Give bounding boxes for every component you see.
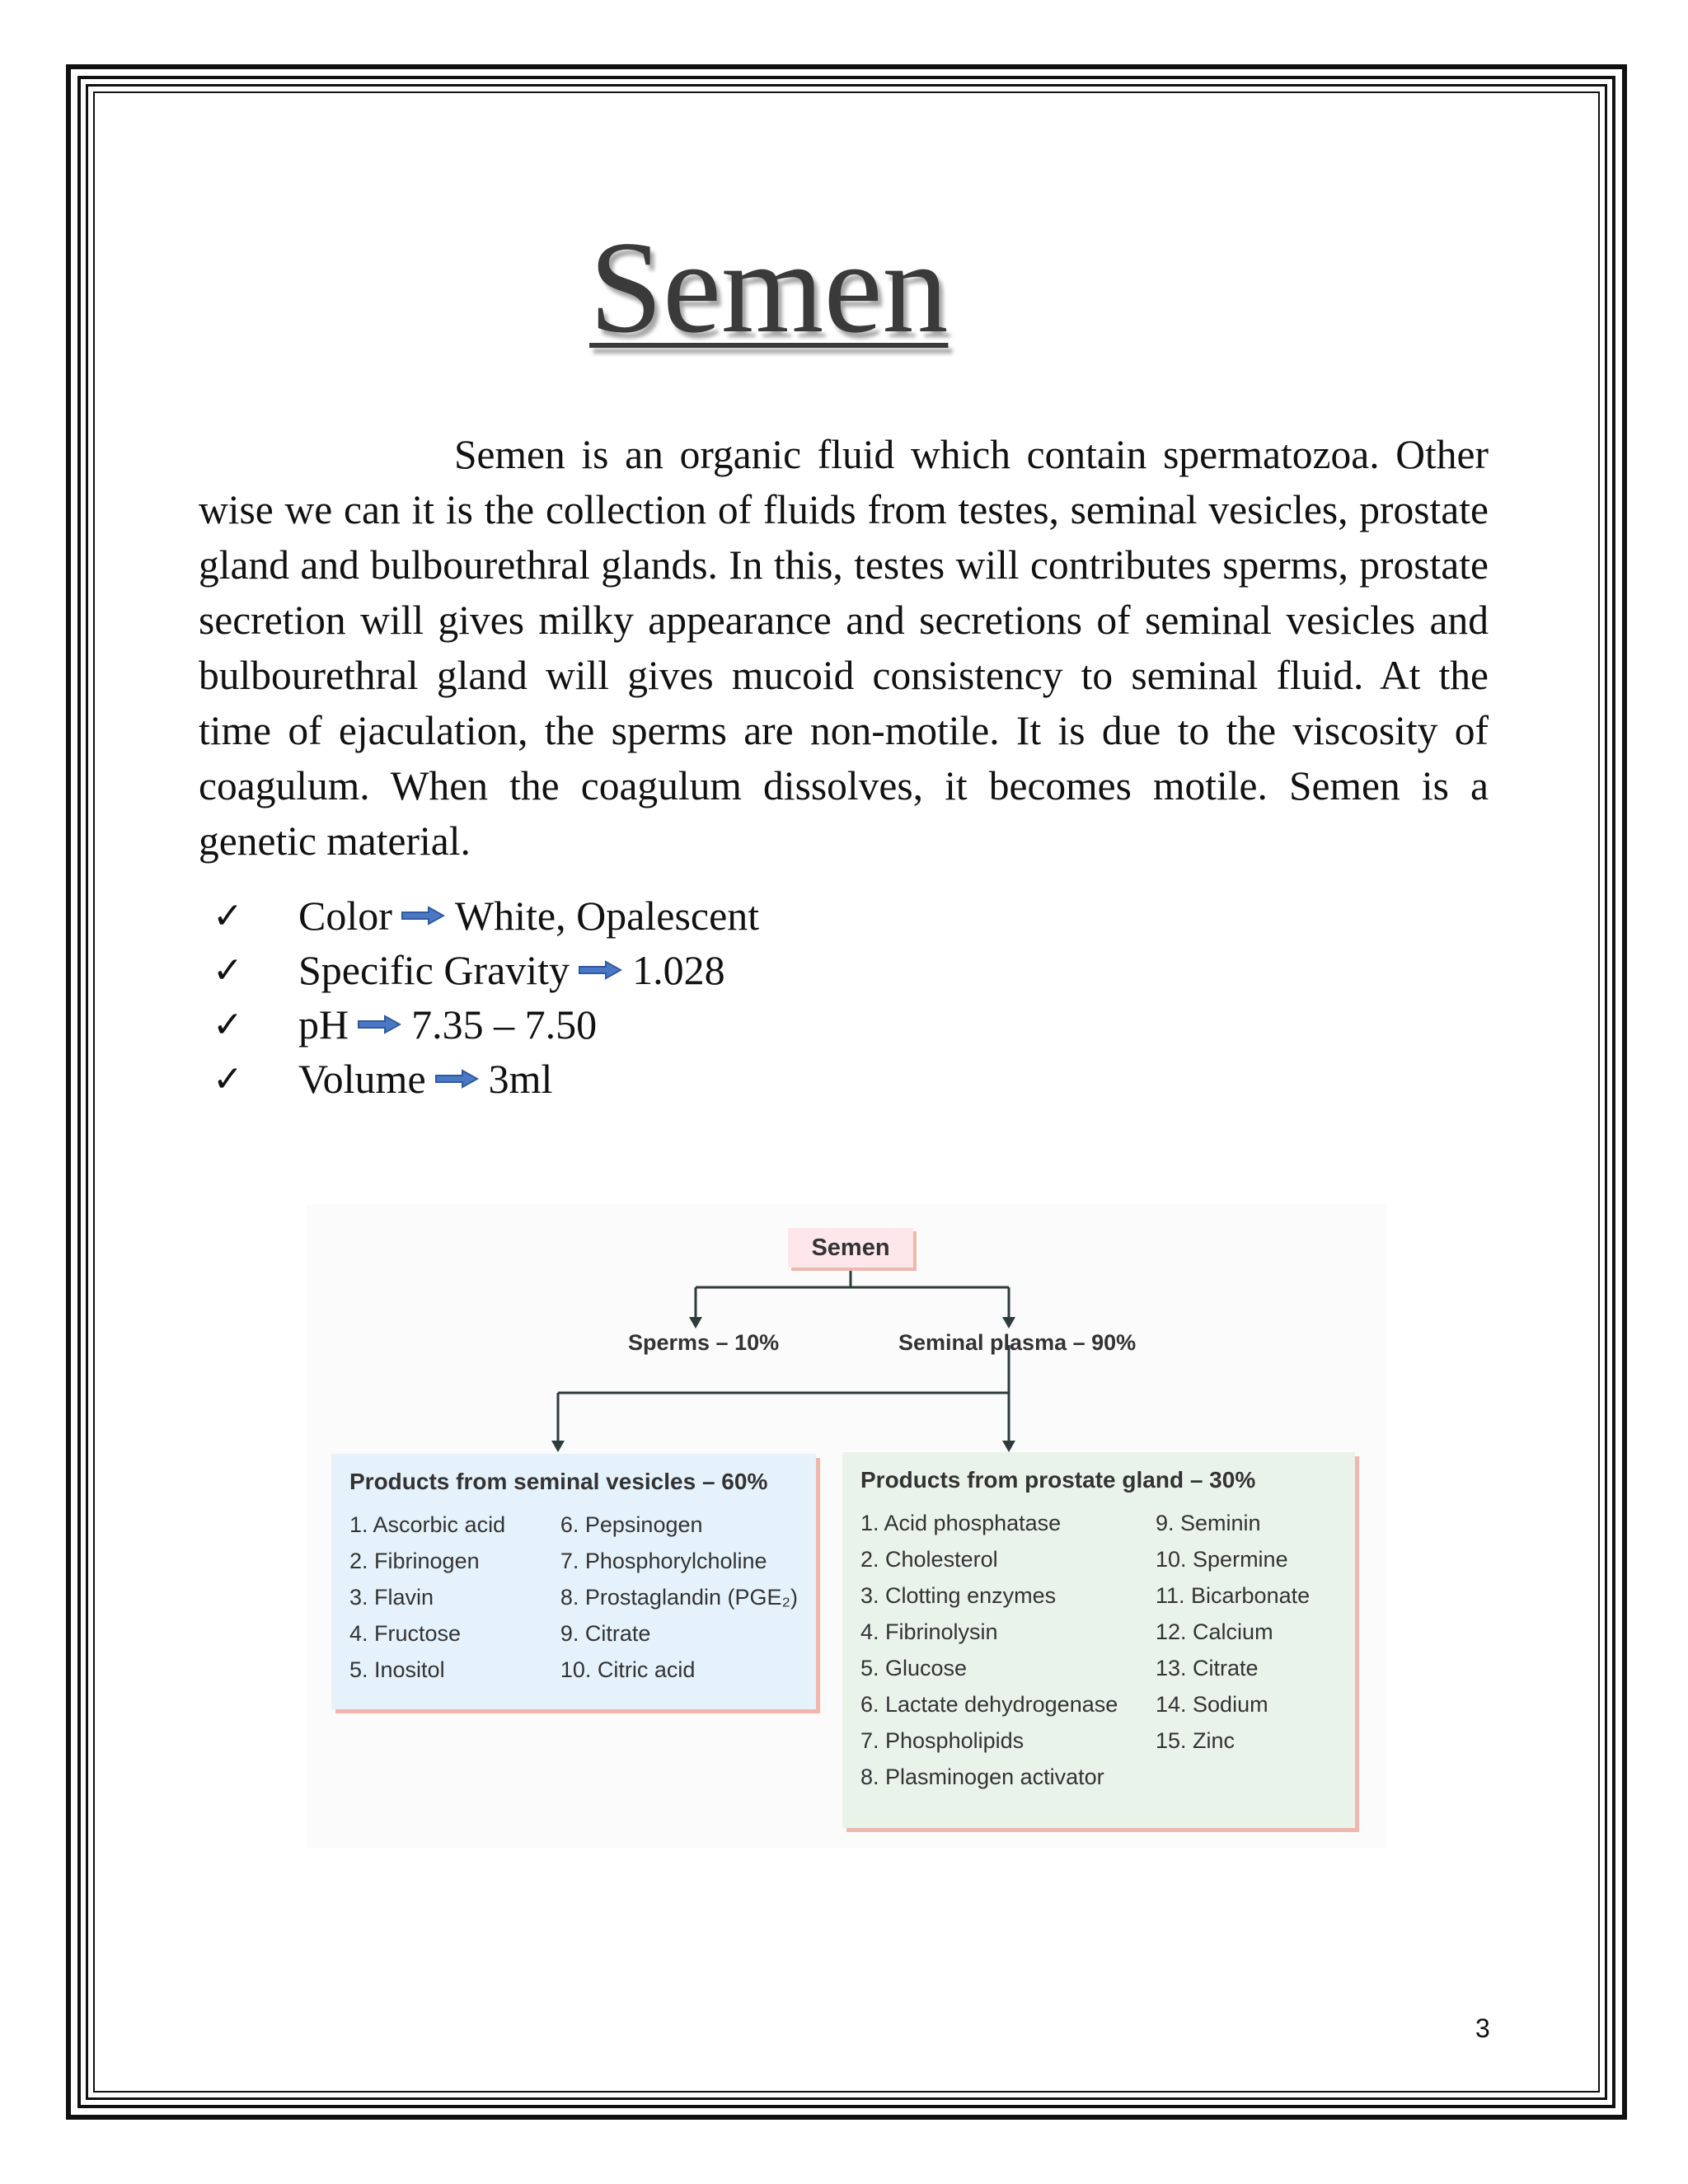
- property-label: Color: [298, 893, 392, 939]
- list-item: 3. Clotting enzymes: [860, 1583, 1057, 1608]
- list-item: 10. Citric acid: [560, 1657, 696, 1682]
- property-item: [213, 997, 759, 1052]
- list-item: 9. Citrate: [560, 1621, 651, 1646]
- list-item: 7. Phospholipids: [860, 1728, 1025, 1753]
- checkmark-icon: ✓: [213, 1003, 243, 1046]
- right-arrow-icon: [434, 1069, 479, 1089]
- property-label: Specific Gravity: [298, 947, 570, 993]
- list-item: 5. Inositol: [349, 1657, 445, 1682]
- page-number: 3: [1475, 2013, 1490, 2043]
- intro-paragraph: Semen is an organic fluid which contain spermatozoa. Other wise we can it is the collection of fluids from testes, seminal vesicles, prostate gland and bulbourethral glands. In this, testes will contributes sperms, prostate secretion will gives milky appearance and secretions of seminal vesicles and bulbourethral gland will gives mucoid consistency to seminal fluid. At the time of ejaculation, the sperms are non-motile. It is due to the viscosity of coagulum. When the coagulum dissolves, it becomes motile. Semen is a genetic material.: [199, 432, 1489, 864]
- list-item: 4. Fructose: [349, 1621, 462, 1646]
- properties-list: [213, 888, 759, 1106]
- list-item: 2. Fibrinogen: [349, 1549, 480, 1573]
- prostate-gland-box: [842, 1452, 1355, 1828]
- property-value: White, Opalescent: [454, 893, 760, 939]
- checkmark-icon: ✓: [213, 1057, 243, 1100]
- list-item: 13. Citrate: [1156, 1656, 1259, 1680]
- list-item: 5. Glucose: [860, 1656, 968, 1680]
- seminal-vesicles-heading: Products from seminal vesicles – 60%: [349, 1469, 768, 1494]
- list-item: 1. Ascorbic acid: [349, 1512, 506, 1537]
- page-title: Semen: [589, 213, 949, 360]
- property-label: Volume: [298, 1056, 426, 1102]
- property-item: [213, 888, 759, 943]
- list-item: 8. Plasminogen activator: [860, 1765, 1104, 1789]
- prostate-gland-heading: Products from prostate gland – 30%: [860, 1467, 1256, 1493]
- flowchart-root-node: Semen: [788, 1228, 913, 1268]
- checkmark-icon: ✓: [213, 949, 243, 991]
- property-item: [213, 1052, 759, 1106]
- property-value: 7.35 – 7.50: [411, 1001, 598, 1047]
- property-label: pH: [298, 1001, 349, 1047]
- checkmark-icon: ✓: [213, 894, 243, 937]
- seminal-vesicles-box: [331, 1454, 816, 1709]
- right-arrow-icon: [401, 906, 445, 926]
- list-item: 9. Seminin: [1156, 1511, 1261, 1535]
- list-item: 11. Bicarbonate: [1156, 1583, 1311, 1608]
- list-item: 1. Acid phosphatase: [860, 1511, 1062, 1535]
- list-item: 10. Spermine: [1156, 1547, 1288, 1572]
- list-item: 4. Fibrinolysin: [860, 1619, 998, 1644]
- list-item: 6. Pepsinogen: [560, 1512, 703, 1537]
- property-value: 3ml: [488, 1056, 553, 1102]
- list-item: 7. Phosphorylcholine: [560, 1549, 767, 1573]
- list-item: 6. Lactate dehydrogenase: [860, 1692, 1118, 1717]
- list-item: 2. Cholesterol: [860, 1547, 998, 1572]
- right-arrow-icon: [357, 1015, 401, 1034]
- property-value: 1.028: [632, 947, 725, 993]
- list-item: 3. Flavin: [349, 1585, 434, 1610]
- seminal-plasma-node: Seminal plasma – 90%: [898, 1330, 1137, 1355]
- list-item: 8. Prostaglandin (PGE₂): [560, 1585, 798, 1610]
- right-arrow-icon: [578, 960, 622, 980]
- property-item: [213, 943, 759, 997]
- list-item: 14. Sodium: [1156, 1692, 1268, 1717]
- list-item: 12. Calcium: [1156, 1619, 1273, 1644]
- list-item: 15. Zinc: [1156, 1728, 1236, 1753]
- semen-composition-flowchart: [307, 1205, 1386, 1848]
- sperms-node: Sperms – 10%: [628, 1330, 780, 1355]
